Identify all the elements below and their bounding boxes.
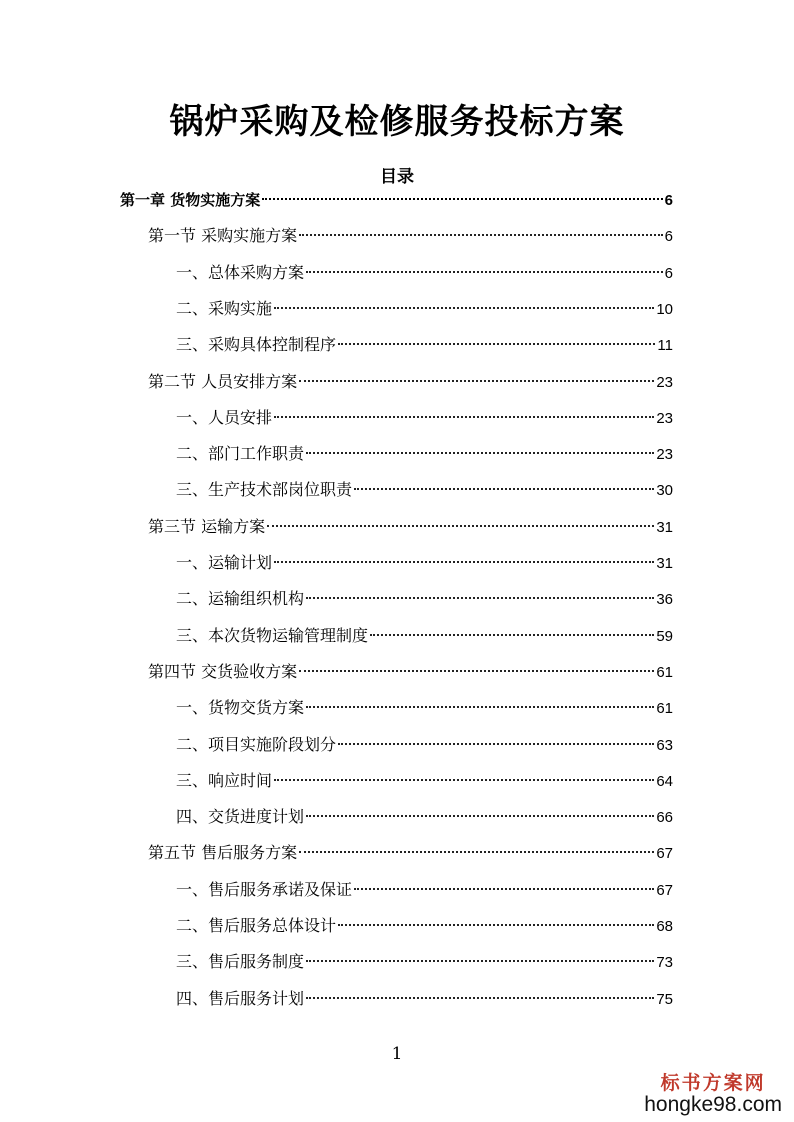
- toc-entry-label: 二、项目实施阶段划分: [176, 735, 337, 754]
- toc-entry[interactable]: [176, 551, 673, 575]
- toc-entry-page: 61: [656, 664, 673, 681]
- toc-entry[interactable]: [148, 224, 673, 248]
- document-title: 锅炉采购及检修服务投标方案: [169, 102, 625, 142]
- toc-entry[interactable]: [176, 587, 673, 611]
- toc-entry-label: 三、采购具体控制程序: [176, 335, 337, 354]
- toc-entry-label: 一、总体采购方案: [176, 263, 305, 282]
- toc-entry[interactable]: [148, 841, 673, 865]
- toc-dot-leader: [267, 525, 654, 527]
- watermark-name: 标书方案网: [660, 1072, 766, 1094]
- toc-dot-leader: [306, 960, 654, 962]
- toc-dot-leader: [299, 670, 654, 672]
- toc-dot-leader: [306, 997, 654, 999]
- toc-entry-label: 一、售后服务承诺及保证: [176, 880, 353, 899]
- toc-dot-leader: [306, 815, 654, 817]
- toc-entry-label: 二、运输组织机构: [176, 589, 305, 608]
- toc-dot-leader: [274, 561, 654, 563]
- toc-entry-page: 63: [656, 737, 673, 754]
- toc-entry-label: 一、运输计划: [176, 553, 273, 572]
- toc-entry[interactable]: [176, 987, 673, 1011]
- toc-entry[interactable]: [176, 297, 673, 321]
- toc-dot-leader: [299, 851, 654, 853]
- toc-entry-page: 36: [656, 591, 673, 608]
- toc-entry-page: 31: [656, 519, 673, 536]
- toc-entry-label: 三、生产技术部岗位职责: [176, 480, 353, 499]
- toc-dot-leader: [299, 234, 663, 236]
- toc-dot-leader: [338, 743, 654, 745]
- toc-entry[interactable]: [176, 914, 673, 938]
- toc-dot-leader: [338, 343, 655, 345]
- toc-dot-leader: [274, 416, 654, 418]
- watermark-url: hongke98.com: [644, 1093, 782, 1116]
- toc-dot-leader: [370, 634, 654, 636]
- toc-entry[interactable]: [176, 878, 673, 902]
- toc-entry-page: 6: [664, 192, 673, 209]
- toc-entry[interactable]: [148, 370, 673, 394]
- toc-heading: 目录: [380, 167, 414, 187]
- toc-entry-label: 一、人员安排: [176, 408, 273, 427]
- toc-entry[interactable]: [176, 406, 673, 430]
- toc-entry-label: 二、售后服务总体设计: [176, 916, 337, 935]
- toc-entry-label: 四、售后服务计划: [176, 989, 305, 1008]
- toc-entry-page: 6: [664, 228, 673, 245]
- toc-entry[interactable]: [148, 515, 673, 539]
- toc-entry-page: 11: [657, 337, 673, 354]
- toc-dot-leader: [262, 198, 662, 200]
- toc-entry[interactable]: [176, 769, 673, 793]
- toc-entry-page: 67: [656, 845, 673, 862]
- toc-dot-leader: [306, 597, 654, 599]
- toc-dot-leader: [306, 271, 663, 273]
- toc-entry[interactable]: [176, 442, 673, 466]
- page-number: 1: [391, 1044, 403, 1064]
- toc-entry-label: 三、响应时间: [176, 771, 273, 790]
- toc-dot-leader: [274, 779, 654, 781]
- toc-dot-leader: [354, 888, 654, 890]
- toc-entry-page: 23: [656, 374, 673, 391]
- toc-entry-page: 66: [656, 809, 673, 826]
- toc-entry-page: 59: [656, 628, 673, 645]
- toc-entry-page: 30: [656, 482, 673, 499]
- toc-entry[interactable]: [176, 333, 673, 357]
- toc-entry-page: 10: [656, 301, 673, 318]
- toc-entry-page: 23: [656, 446, 673, 463]
- toc-entry-label: 三、售后服务制度: [176, 952, 305, 971]
- toc-entry-page: 67: [656, 882, 673, 899]
- toc-entry[interactable]: [176, 478, 673, 502]
- toc-dot-leader: [306, 706, 654, 708]
- toc-entry[interactable]: [176, 261, 673, 285]
- toc-entry-page: 64: [656, 773, 673, 790]
- toc-entry[interactable]: [148, 660, 673, 684]
- toc-entry-page: 23: [656, 410, 673, 427]
- toc-entry-page: 31: [656, 555, 673, 572]
- toc-entry-page: 75: [656, 991, 673, 1008]
- toc-entry-page: 6: [664, 265, 673, 282]
- toc-entry-label: 二、采购实施: [176, 299, 273, 318]
- toc-entry-label: 二、部门工作职责: [176, 444, 305, 463]
- toc-entry[interactable]: [176, 950, 673, 974]
- toc-entry-page: 73: [656, 954, 673, 971]
- toc-dot-leader: [299, 380, 654, 382]
- toc-entry-label: 第二节 人员安排方案: [148, 372, 298, 391]
- toc-entry-label: 第四节 交货验收方案: [148, 662, 298, 681]
- toc-entry[interactable]: [176, 696, 673, 720]
- toc-entry-page: 61: [656, 700, 673, 717]
- toc-entry[interactable]: [120, 188, 673, 212]
- toc-entry-label: 第三节 运输方案: [148, 517, 266, 536]
- toc-entry-label: 三、本次货物运输管理制度: [176, 626, 369, 645]
- watermark-logo: [644, 1068, 782, 1117]
- toc-entry[interactable]: [176, 733, 673, 757]
- toc-entry-label: 第五节 售后服务方案: [148, 843, 298, 862]
- toc-entry-label: 第一节 采购实施方案: [148, 226, 298, 245]
- toc-dot-leader: [306, 452, 654, 454]
- toc-dot-leader: [354, 488, 654, 490]
- toc-entry-label: 四、交货进度计划: [176, 807, 305, 826]
- toc-entry-label: 第一章 货物实施方案: [120, 191, 261, 209]
- toc-entry[interactable]: [176, 624, 673, 648]
- toc-entry[interactable]: [176, 805, 673, 829]
- toc-dot-leader: [274, 307, 654, 309]
- toc-dot-leader: [338, 924, 654, 926]
- toc-entry-page: 68: [656, 918, 673, 935]
- toc-entry-label: 一、货物交货方案: [176, 698, 305, 717]
